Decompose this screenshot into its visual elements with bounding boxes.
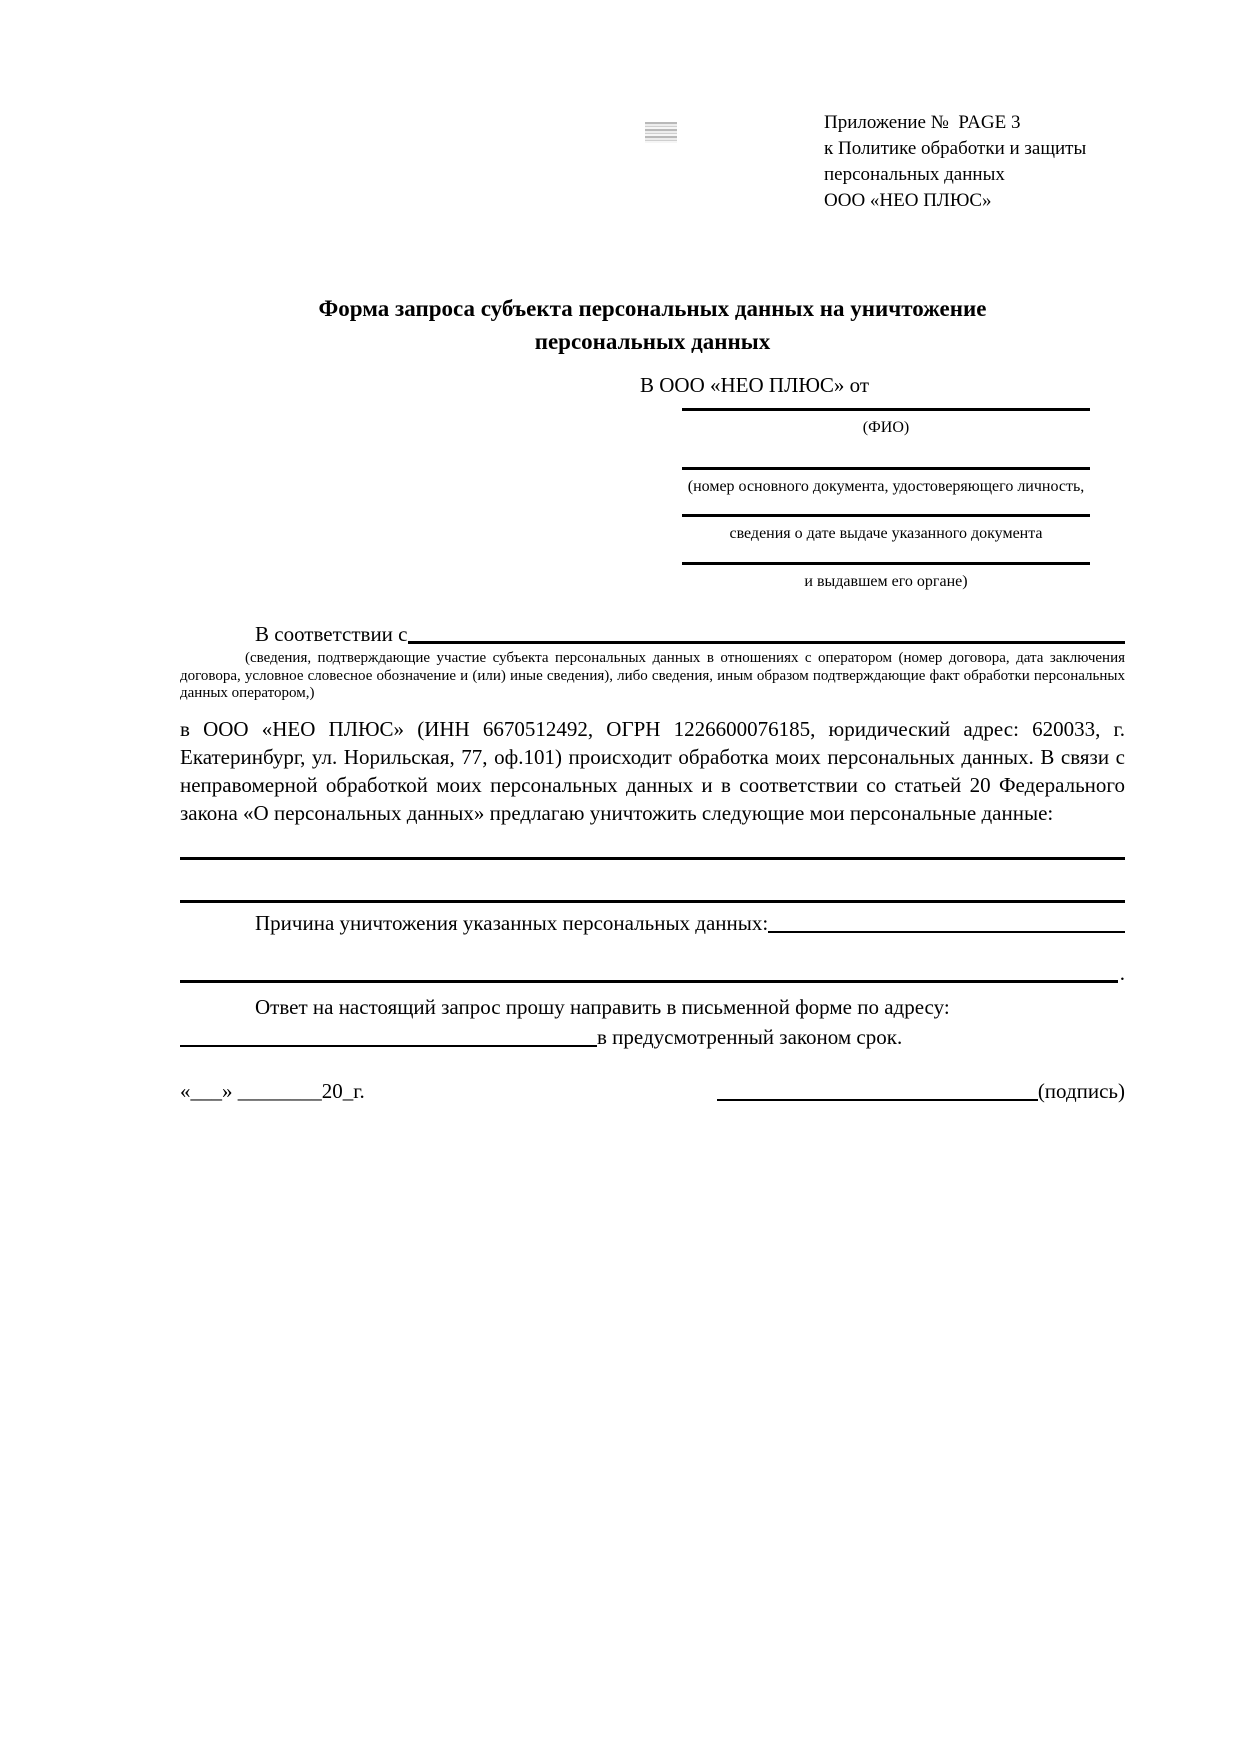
document-body xyxy=(180,292,1125,1105)
data-to-destroy-blank-line-1 xyxy=(180,857,1125,860)
embedded-object-icon xyxy=(645,122,677,143)
fio-field-label: (ФИО) xyxy=(862,419,910,436)
reason-row xyxy=(180,909,1125,937)
page-title-line-2: персональных данных xyxy=(534,329,771,354)
address-blank-line xyxy=(180,1044,597,1047)
accordance-blank-line xyxy=(408,640,1126,644)
reason-label: Причина уничтожения указанных персональных данных: xyxy=(255,910,769,935)
reason-continuation-blank-line xyxy=(180,979,1118,983)
addressee-line: В ООО «НЕО ПЛЮС» от xyxy=(640,373,870,397)
issue-date-blank-field xyxy=(682,514,1090,562)
response-request-line: Ответ на настоящий запрос прошу направить в письменной форме по адресу: xyxy=(255,994,950,1019)
appendix-line-number: Приложение № PAGE 3 xyxy=(824,112,1021,133)
page-title-line-1: Форма запроса субъекта персональных данных на уничтожение xyxy=(318,296,987,321)
page-title xyxy=(180,292,1125,358)
document-number-blank-field xyxy=(682,467,1090,514)
issuing-authority-blank-field xyxy=(682,562,1090,592)
issue-date-field-label: сведения о дате выдаче указанного документа xyxy=(729,525,1043,542)
issuing-authority-field-label: и выдавшем его органе) xyxy=(804,573,968,590)
fio-blank-field xyxy=(682,408,1090,467)
signature-label: (подпись) xyxy=(1037,1078,1125,1103)
accordance-row xyxy=(180,620,1125,648)
identity-fields xyxy=(682,408,1090,592)
appendix-line-personal-data: персональных данных xyxy=(824,164,1005,185)
document-number-field-label: (номер основного документа, удостоверяющего личность, xyxy=(687,478,1085,495)
data-to-destroy-blank-line-2 xyxy=(180,900,1125,903)
response-term-text: в предусмотренный законом срок. xyxy=(597,1024,903,1049)
appendix-line-company: ООО «НЕО ПЛЮС» xyxy=(824,190,992,211)
appendix-block xyxy=(824,110,1154,214)
signature-group xyxy=(717,1077,1125,1105)
date-blank-line: «___» ________20_г. xyxy=(180,1078,365,1103)
reason-blank-line xyxy=(768,930,1125,933)
main-paragraph: в ООО «НЕО ПЛЮС» (ИНН 6670512492, ОГРН 1226600076185, юридический адрес: 620033, г. Екатеринбург, ул. Норильская, 77, оф.101) происходит обработка моих персональных данных. В связи с неправомерной обработкой моих персональных данных и в соответствии со статьей 20 Федерального закона «О персональных данных» предлагаю уничтожить следующие мои персональные данные: xyxy=(180,716,1125,825)
accordance-explanation: (сведения, подтверждающие участие субъекта персональных данных в отношениях с оператором (номер договора, дата заключения договора, условное словесное обозначение и (или) иные сведения), либо сведения, иным образом подтверждающие факт обработки персональных данных оператором,) xyxy=(180,650,1125,701)
reason-continuation-row xyxy=(180,959,1125,987)
sentence-period: . xyxy=(1119,960,1125,985)
accordance-prefix: В соответствии с xyxy=(255,622,408,646)
date-signature-row xyxy=(180,1077,1125,1105)
signature-blank-line xyxy=(717,1098,1038,1101)
appendix-line-policy: к Политике обработки и защиты xyxy=(824,138,1087,159)
response-address-row xyxy=(180,1023,1125,1051)
